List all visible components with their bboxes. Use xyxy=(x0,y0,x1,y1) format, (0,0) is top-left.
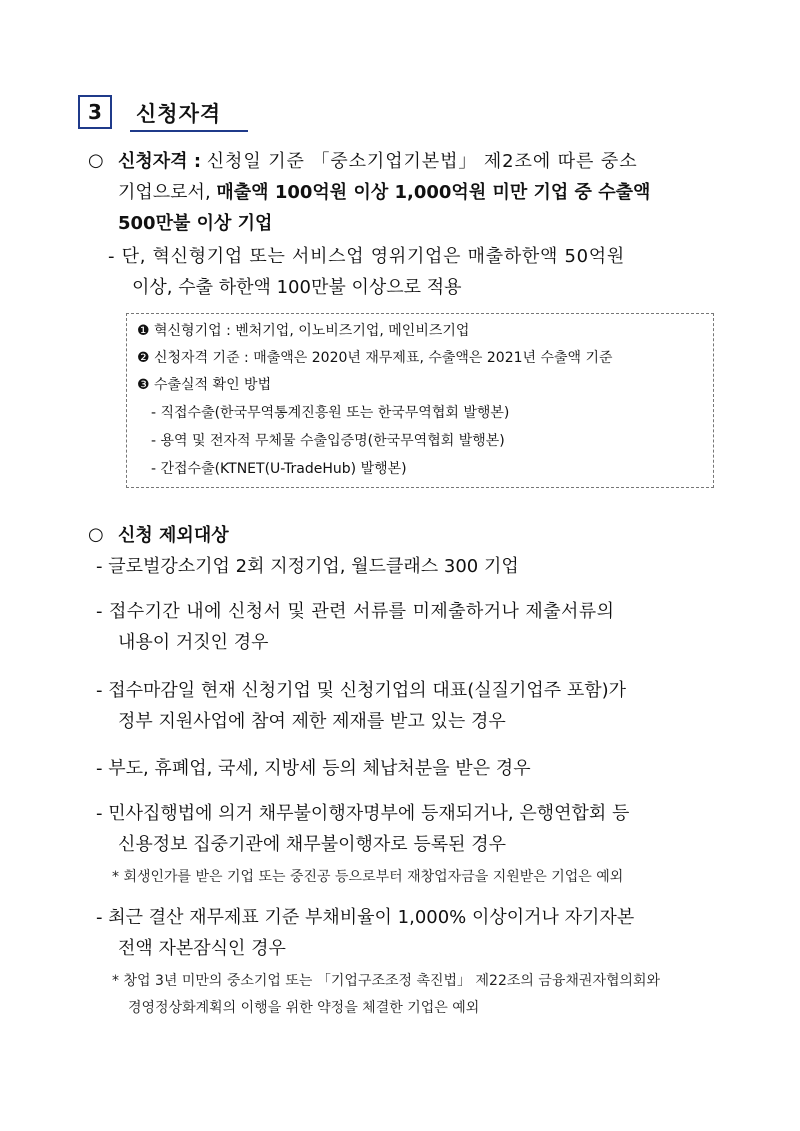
exclusion-item: - 민사집행법에 의거 채무불이행자명부에 등재되거나, 은행연합회 등 xyxy=(96,803,630,824)
exclusion-footnote-cont: 경영정상화계획의 이행을 위한 약정을 체결한 기업은 예외 xyxy=(128,1000,480,1016)
section-number: 3 xyxy=(78,95,112,129)
exclusion-item-cont: 신용정보 집중기관에 채무불이행자로 등록된 경우 xyxy=(118,834,507,855)
exclusion-item-cont: 전액 자본잠식인 경우 xyxy=(118,938,286,959)
eligibility-label: 신청자격 : xyxy=(118,151,202,172)
section-header xyxy=(78,95,248,135)
exclusion-item: - 접수기간 내에 신청서 및 관련 서류를 미제출하거나 제출서류의 xyxy=(96,601,615,622)
notes-box xyxy=(126,313,714,488)
note-item: ❷ 신청자격 기준 : 매출액은 2020년 재무제표, 수출액은 2021년 수출액 기준 xyxy=(137,350,613,366)
eligibility-line-1-text: 신청일 기준 「중소기업기본법」 제2조에 따른 중소 xyxy=(206,151,638,172)
exclusion-item: - 접수마감일 현재 신청기업 및 신청기업의 대표(실질기업주 포함)가 xyxy=(96,680,627,701)
exclusion-item-cont: 정부 지원사업에 참여 제한 제재를 받고 있는 경우 xyxy=(118,711,506,732)
exclusion-bullet: ○ xyxy=(88,524,104,545)
exclusion-item: - 최근 결산 재무제표 기준 부채비율이 1,000% 이상이거나 자기자본 xyxy=(96,907,635,928)
note-sub-item: - 간접수출(KTNET(U-TradeHub) 발행본) xyxy=(151,461,407,477)
eligibility-line-2-plain: 기업으로서, xyxy=(118,182,211,203)
exclusion-footnote: * 창업 3년 미만의 중소기업 또는 「기업구조조정 촉진법」 제22조의 금융채권자협의회와 xyxy=(112,973,661,989)
note-item: ❶ 혁신형기업 : 벤처기업, 이노비즈기업, 메인비즈기업 xyxy=(137,323,470,339)
eligibility-line-2-bold: 매출액 100억원 이상 1,000억원 미만 기업 중 수출액 xyxy=(216,182,651,203)
exclusion-footnote: * 회생인가를 받은 기업 또는 중진공 등으로부터 재창업자금을 지원받은 기업은 예외 xyxy=(112,869,624,885)
eligibility-line-2 xyxy=(118,181,650,205)
exclusion-item-cont: 내용이 거짓인 경우 xyxy=(118,632,269,653)
eligibility-bullet: ○ xyxy=(88,150,104,171)
exclusion-title: 신청 제외대상 xyxy=(118,525,229,546)
exclusion-item: - 부도, 휴폐업, 국세, 지방세 등의 체납처분을 받은 경우 xyxy=(96,758,531,779)
section-underline xyxy=(130,130,248,132)
note-sub-item: - 용역 및 전자적 무체물 수출입증명(한국무역협회 발행본) xyxy=(151,433,505,449)
section-title: 신청자격 xyxy=(136,102,222,126)
note-sub-item: - 직접수출(한국무역통계진흥원 또는 한국무역협회 발행본) xyxy=(151,405,510,421)
eligibility-exception-line-1: - 단, 혁신형기업 또는 서비스업 영위기업은 매출하한액 50억원 xyxy=(108,246,625,267)
eligibility-exception-line-2: 이상, 수출 하한액 100만불 이상으로 적용 xyxy=(132,277,462,298)
eligibility-line-3: 500만불 이상 기업 xyxy=(118,213,273,234)
exclusion-item: - 글로벌강소기업 2회 지정기업, 월드클래스 300 기업 xyxy=(96,556,519,577)
eligibility-line-1 xyxy=(118,150,638,174)
note-item: ❸ 수출실적 확인 방법 xyxy=(137,377,272,393)
